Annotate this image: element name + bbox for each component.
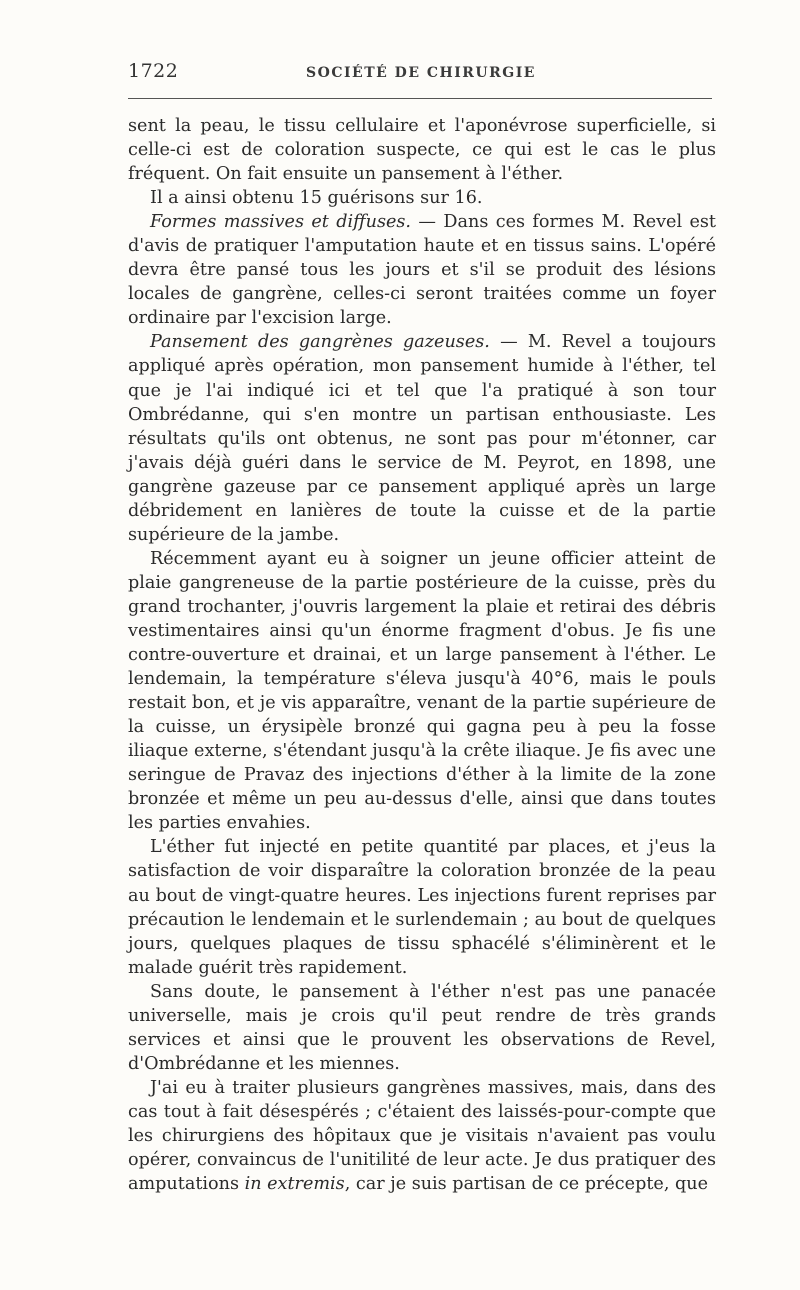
paragraph-text: J'ai eu à traiter plusieurs gangrènes massives, mais, dans des cas tout à fait désespérés ; c'étaient des laissés-pour-compte que les chirurgiens des hôpitaux que je visitais n'avaient pas voulu opérer, convaincus de l'unitilité de leur acte. Je dus pratiquer des amputations: [128, 1077, 716, 1195]
paragraph-2: [128, 186, 716, 210]
body-text: [128, 114, 716, 1196]
page-header: [128, 56, 714, 90]
paragraph-7: [128, 980, 716, 1076]
paragraph-1: [128, 114, 716, 186]
page-number: 1722: [128, 60, 179, 82]
paragraph-text: sent la peau, le tissu cellulaire et l'aponévrose superficielle, si celle-ci est de coloration suspecte, ce qui est le cas le plus fréquent. On fait ensuite un pansement à l'éther.: [128, 116, 716, 185]
paragraph-text: — Dans ces formes M. Revel est d'avis de pratiquer l'amputation haute et en tissus sains. L'opéré devra être pansé tous les jours et s'il se produit des lésions locales de gangrène, celles-ci seront traitées comme un foyer ordinaire par l'excision large.: [128, 212, 716, 329]
section-lead-formes-massives: Formes massives et diffuses.: [150, 212, 412, 233]
paragraph-text: Il a ainsi obtenu 15 guérisons sur 16.: [150, 188, 483, 209]
paragraph-4: [128, 330, 716, 546]
paragraph-5: [128, 547, 716, 836]
running-title: SOCIÉTÉ DE CHIRURGIE: [306, 65, 536, 81]
paragraph-text: , car je suis partisan de ce précepte, que: [344, 1174, 709, 1195]
paragraph-8: [128, 1076, 716, 1196]
paragraph-text: Sans doute, le pansement à l'éther n'est pas une panacée universelle, mais je crois qu'il peut rendre de très grands services et ainsi que le prouvent les observations de Revel, d'Ombrédanne et les miennes.: [128, 981, 716, 1074]
paragraph-text: Récemment ayant eu à soigner un jeune officier atteint de plaie gangreneuse de la partie postérieure de la cuisse, près du grand trochanter, j'ouvris largement la plaie et retirai des débris vestimentaires ainsi qu'un énorme fragment d'obus. Je fis une contre-ouverture et drainai, et un large pansement à l'éther. Le lendemain, la température s'éleva jusqu'à 40°6, mais le pouls restait bon, et je vis apparaître, venant de la partie supérieure de la cuisse, un érysipèle bronzé qui gagna peu à peu la fosse iliaque externe, s'étendant jusqu'à la crête iliaque. Je fis avec une seringue de Pravaz des injections d'éther à la limite de la zone bronzée et même un peu au-dessus d'elle, ainsi que dans toutes les parties envahies.: [128, 548, 716, 834]
paragraph-text: — M. Revel a toujours appliqué après opération, mon pansement humide à l'éther, tel que je l'ai indiqué ici et tel que l'a pratiqué à son tour Ombrédanne, qui s'en montre un partisan enthousiaste. Les résultats qu'ils ont obtenus, ne sont pas pour m'étonner, car j'avais déjà guéri dans le service de M. Peyrot, en 1898, une gangrène gazeuse par ce pansement appliqué après un large débridement en lanières de toute la cuisse et de la partie supérieure de la jambe.: [128, 332, 716, 545]
section-lead-pansement: Pansement des gangrènes gazeuses.: [150, 332, 490, 353]
header-rule: [128, 98, 712, 99]
paragraph-3: [128, 210, 716, 330]
paragraph-text: L'éther fut injecté en petite quantité par places, et j'eus la satisfaction de voir disparaître la coloration bronzée de la peau au bout de vingt-quatre heures. Les injections furent reprises par précaution le lendemain et le surlendemain ; au bout de quelques jours, quelques plaques de tissu sphacélé s'éliminèrent et le malade guérit très rapidement.: [128, 837, 716, 978]
paragraph-6: [128, 835, 716, 979]
latin-phrase: in extremis: [244, 1174, 345, 1195]
